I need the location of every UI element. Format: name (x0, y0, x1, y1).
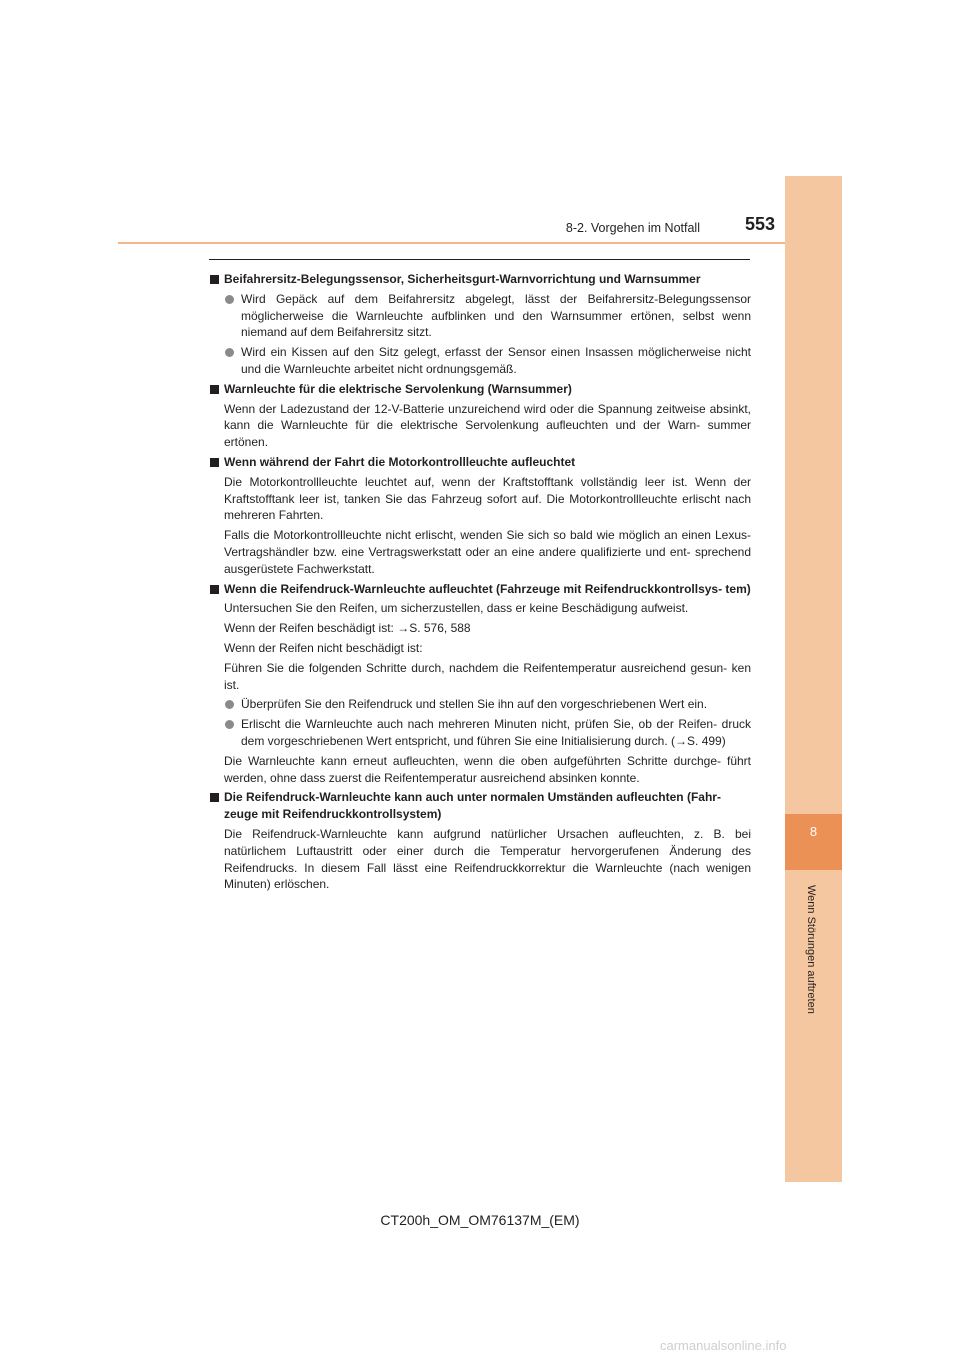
paragraph: Führen Sie die folgenden Schritte durch, nachdem die Reifentemperatur ausreichend gesun- ken ist. (224, 660, 751, 692)
chapter-tab[interactable] (785, 814, 842, 870)
content-top-rule (209, 259, 750, 260)
square-bullet-icon (210, 793, 219, 802)
chapter-title: Wenn Störungen auftreten (805, 885, 817, 1014)
paragraph: Wenn der Ladezustand der 12-V-Batterie unzureichend wird oder die Spannung zeitweise absinkt, kann die Warnleuchte für die elektrische Servolenkung aufleuchten und der Warn- summer ertönen. (224, 401, 751, 450)
round-bullet-icon (225, 295, 234, 304)
round-bullet-icon (225, 348, 234, 357)
chapter-number: 8 (809, 824, 818, 839)
document-code: CT200h_OM_OM76137M_(EM) (380, 1212, 580, 1228)
page-reference[interactable]: Wenn der Reifen beschädigt ist: →S. 576, 588 (224, 621, 471, 636)
chapter-sidebar (785, 176, 842, 1182)
paragraph: Untersuchen Sie den Reifen, um sicherzustellen, dass er keine Beschädigung aufweist. (224, 601, 689, 616)
paragraph: Wenn der Reifen nicht beschädigt ist: (224, 640, 423, 655)
square-bullet-icon (210, 385, 219, 394)
bullet-item: Erlischt die Warnleuchte auch nach mehreren Minuten nicht, prüfen Sie, ob der Reifen- druck dem vorgeschriebenen Wert entspricht, und führen Sie eine Initialisierung durch. (→S. 499) (210, 716, 751, 750)
section-heading: Warnleuchte für die elektrische Servolenkung (Warnsummer) (210, 381, 751, 398)
square-bullet-icon (210, 585, 219, 594)
watermark: carmanualsonline.info (660, 1338, 787, 1353)
round-bullet-icon (225, 700, 234, 709)
page-content (210, 268, 751, 895)
square-bullet-icon (210, 458, 219, 467)
bullet-item: Wird ein Kissen auf den Sitz gelegt, erfasst der Sensor einen Insassen möglicherweise nicht und die Warnleuchte arbeitet nicht ordnungsgemäß. (210, 344, 751, 378)
paragraph: Die Warnleuchte kann erneut aufleuchten, wenn die oben aufgeführten Schritte durchge- führt werden, ohne dass zuerst die Reifentemperatur ausreichend absinken konnte. (224, 753, 751, 785)
paragraph: Die Motorkontrollleuchte leuchtet auf, wenn der Kraftstofftank vollständig leer ist. Wenn der Kraftstofftank leer ist, tanken Sie das Fahrzeug sofort auf. Die Motorkontrollleuchte erlischt nach mehreren Fahrten. (224, 474, 751, 523)
paragraph: Falls die Motorkontrollleuchte nicht erlischt, wenden Sie sich so bald wie möglich an einen Lexus-Vertragshändler bzw. eine Vertragswerkstatt oder an eine andere qualifizierte und ent- sprechend ausgerüstete Fachwerkstatt. (224, 528, 751, 576)
section-heading: Wenn die Reifendruck-Warnleuchte aufleuchtet (Fahrzeuge mit Reifendruckkontrollsys- tem) (210, 581, 751, 598)
round-bullet-icon (225, 720, 234, 729)
square-bullet-icon (210, 275, 219, 284)
section-heading: Wenn während der Fahrt die Motorkontrollleuchte aufleuchtet (210, 454, 751, 471)
section-heading: Beifahrersitz-Belegungssensor, Sicherheitsgurt-Warnvorrichtung und Warnsummer (210, 271, 751, 288)
bullet-item: Überprüfen Sie den Reifendruck und stellen Sie ihn auf den vorgeschriebenen Wert ein. (210, 696, 751, 713)
paragraph: Die Reifendruck-Warnleuchte kann aufgrund natürlicher Ursachen aufleuchten, z. B. bei natürlichem Luftaustritt oder einer durch die Temperatur hervorgerufenen Änderung des Reifendrucks. In diesem Fall lässt eine Reifendruckkorrektur die Warnleuchte (nach wenigen Minuten) erlöschen. (224, 826, 751, 892)
page-number: 553 (744, 214, 775, 234)
section-heading: Die Reifendruck-Warnleuchte kann auch unter normalen Umständen aufleuchten (Fahr- zeuge mit Reifendruckkontrollsystem) (210, 789, 751, 823)
header-rule (118, 242, 785, 244)
bullet-item: Wird Gepäck auf dem Beifahrersitz abgelegt, lässt der Beifahrersitz-Belegungssensor möglicherweise die Warnleuchte aufblinken und den Warnsummer ertönen, selbst wenn niemand auf dem Beifahrersitz sitzt. (210, 291, 751, 341)
section-title: 8-2. Vorgehen im Notfall (565, 221, 700, 235)
